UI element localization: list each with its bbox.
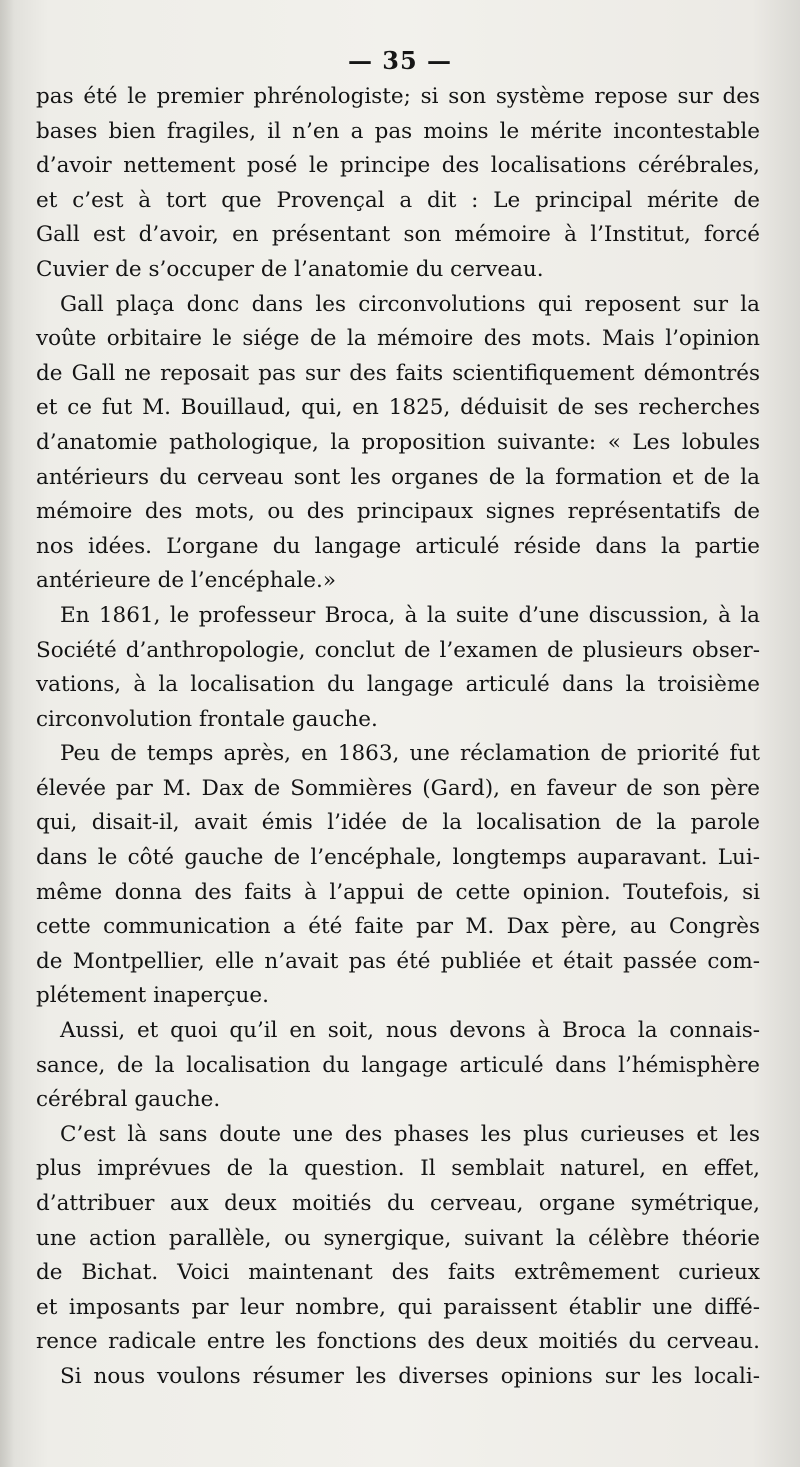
text-line: En 1861, le professeur Broca, à la suite d’une discussion, à la xyxy=(60,602,760,628)
text-line: Société d’anthropologie, conclut de l’examen de plusieurs obser- xyxy=(36,637,760,663)
body-text xyxy=(36,80,760,1395)
text-line: d’avoir nettement posé le principe des localisations cérébrales, xyxy=(36,153,760,179)
text-line: élevée par M. Dax de Sommières (Gard), en faveur de son père xyxy=(36,775,760,801)
text-line: et c’est à tort que Provençal a dit : Le principal mérite de xyxy=(36,187,760,213)
text-line: dans le côté gauche de l’encéphale, longtemps auparavant. Lui- xyxy=(36,845,760,871)
text-line: plus imprévues de la question. Il semblait naturel, en effet, xyxy=(36,1156,760,1182)
text-line: antérieurs du cerveau sont les organes de la formation et de la xyxy=(36,464,760,490)
text-line: antérieure de l’encéphale.» xyxy=(36,568,336,594)
text-line: même donna des faits à l’appui de cette opinion. Toutefois, si xyxy=(36,879,760,905)
text-line: et ce fut M. Bouillaud, qui, en 1825, déduisit de ses recherches xyxy=(36,395,760,421)
text-line: Cuvier de s’occuper de l’anatomie du cerveau. xyxy=(36,256,544,282)
text-line: rence radicale entre les fonctions des deux moitiés du cerveau. xyxy=(36,1329,760,1355)
text-line: de Montpellier, elle n’avait pas été publiée et était passée com- xyxy=(36,948,760,974)
text-line: Si nous voulons résumer les diverses opinions sur les locali- xyxy=(60,1363,760,1389)
text-line: cette communication a été faite par M. Dax père, au Congrès xyxy=(36,914,760,940)
text-line: circonvolution frontale gauche. xyxy=(36,706,378,732)
text-line: sance, de la localisation du langage articulé dans l’hémisphère xyxy=(36,1052,760,1078)
text-line: qui, disait-il, avait émis l’idée de la localisation de la parole xyxy=(36,810,760,836)
text-line: C’est là sans doute une des phases les plus curieuses et les xyxy=(60,1121,760,1147)
text-line: et imposants par leur nombre, qui paraissent établir une diffé- xyxy=(36,1294,760,1320)
page-gutter-shadow xyxy=(0,0,14,1467)
text-line: voûte orbitaire le siége de la mémoire des mots. Mais l’opinion xyxy=(36,326,760,352)
text-line: mémoire des mots, ou des principaux signes représentatifs de xyxy=(36,499,760,525)
text-line: d’attribuer aux deux moitiés du cerveau, organe symétrique, xyxy=(36,1191,760,1216)
text-line: plétement inaperçue. xyxy=(36,983,269,1009)
text-line: nos idées. L’organe du langage articulé réside dans la partie xyxy=(36,533,760,559)
text-line: Peu de temps après, en 1863, une réclamation de priorité fut xyxy=(60,741,760,767)
text-line: une action parallèle, ou synergique, suivant la célèbre théorie xyxy=(36,1225,760,1251)
text-line: d’anatomie pathologique, la proposition suivante: « Les lobules xyxy=(36,429,760,455)
text-line: cérébral gauche. xyxy=(36,1087,221,1113)
text-line: vations, à la localisation du langage articulé dans la troisième xyxy=(36,672,760,698)
text-line: de Gall ne reposait pas sur des faits scientifiquement démontrés xyxy=(36,360,760,386)
page-number: — 35 — xyxy=(347,46,453,75)
text-line: de Bichat. Voici maintenant des faits extrêmement curieux xyxy=(36,1260,760,1286)
text-line: bases bien fragiles, il n’en a pas moins le mérite incontestable xyxy=(36,118,760,144)
text-line: pas été le premier phrénologiste; si son système repose sur des xyxy=(36,84,760,109)
text-line: Gall plaça donc dans les circonvolutions qui reposent sur la xyxy=(60,291,760,317)
text-line: Aussi, et quoi qu’il en soit, nous devons à Broca la connais- xyxy=(60,1018,760,1044)
text-line: Gall est d’avoir, en présentant son mémoire à l’Institut, forcé xyxy=(36,222,760,248)
